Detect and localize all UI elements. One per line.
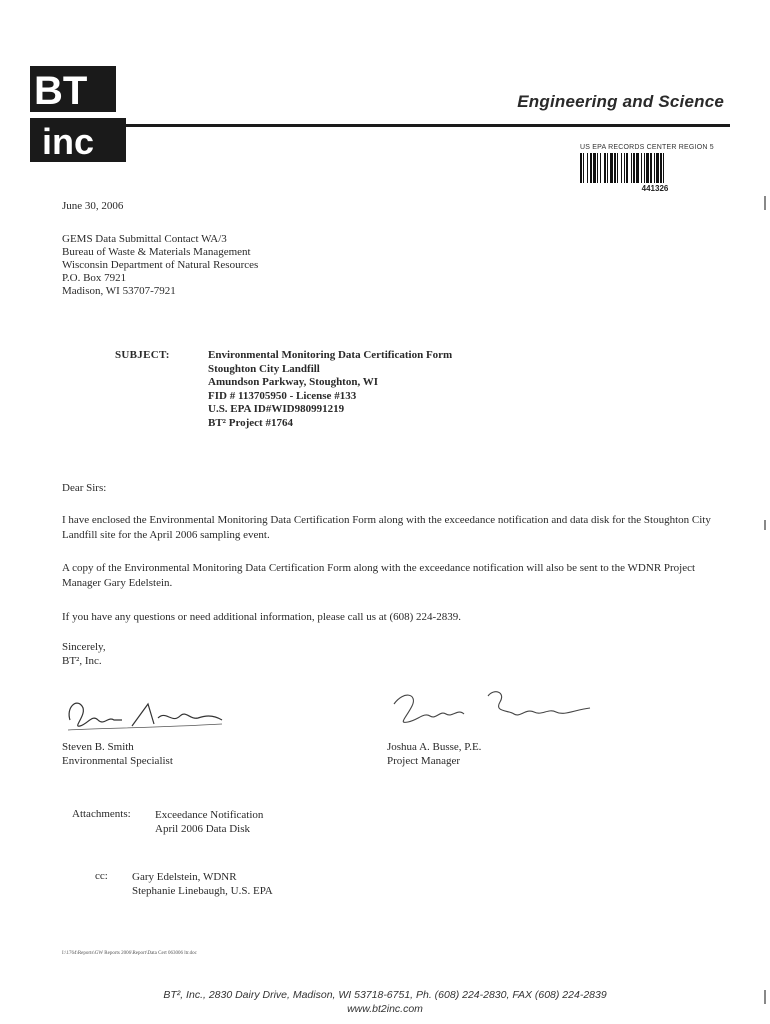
signer-1: [62, 740, 173, 768]
salutation: Dear Sirs:: [62, 482, 107, 494]
signature-busse: [384, 684, 604, 736]
signer-title: Environmental Specialist: [62, 755, 173, 767]
body-paragraph: I have enclosed the Environmental Monitoring Data Certification Form along with the exceedance notification and data disk for the Stoughton City Landfill site for the April 2006 sampling event.: [62, 514, 711, 541]
scan-edge-mark: [764, 196, 766, 210]
logo-letters: BT: [34, 69, 88, 113]
address-line: Bureau of Waste & Materials Management: [62, 246, 251, 258]
attachment-item: April 2006 Data Disk: [155, 823, 251, 835]
subject-label: SUBJECT:: [115, 349, 170, 361]
signature-smith: [62, 690, 262, 738]
subject-line: Environmental Monitoring Data Certification Form: [208, 349, 453, 361]
subject-line: BT² Project #1764: [208, 416, 293, 429]
closing-sincerely: Sincerely,: [62, 641, 106, 653]
signer-name: Steven B. Smith: [62, 741, 134, 753]
footer-address: BT², Inc., 2830 Dairy Drive, Madison, WI 53718-6751, Ph. (608) 224-2830, FAX (608) 224-2839: [163, 989, 607, 1001]
attachments-label: Attachments:: [72, 808, 131, 820]
stamp-text: US EPA RECORDS CENTER REGION 5: [580, 144, 714, 151]
footer-website: www.bt2inc.com: [347, 1003, 423, 1015]
subject-block: [208, 349, 452, 430]
signer-2: [387, 740, 481, 768]
records-stamp: [580, 144, 730, 200]
address-line: P.O. Box 7921: [62, 272, 127, 284]
subject-line: Stoughton City Landfill: [208, 362, 320, 375]
body-paragraph: If you have any questions or need additional information, please call us at (608) 224-2839.: [62, 611, 461, 623]
company-logo: [28, 64, 126, 164]
header-rule: [126, 124, 730, 127]
attachment-item: Exceedance Notification: [155, 809, 264, 821]
barcode: [580, 153, 728, 183]
logo-inc: inc: [42, 121, 95, 162]
closing-company: BT², Inc.: [62, 655, 102, 667]
logo-superscript: 2: [108, 67, 116, 83]
attachments-list: [155, 808, 263, 836]
letterhead-footer: [0, 988, 770, 1016]
subject-line: Amundson Parkway, Stoughton, WI: [208, 376, 379, 388]
subject-line: U.S. EPA ID#WID980991219: [208, 403, 345, 415]
scan-edge-mark: [764, 990, 766, 1004]
barcode-number: 441326: [641, 184, 669, 193]
address-line: GEMS Data Submittal Contact WA/3: [62, 233, 227, 245]
scan-edge-mark: [764, 520, 766, 530]
recipient-address: [62, 233, 258, 298]
signer-title: Project Manager: [387, 755, 460, 767]
cc-item: Gary Edelstein, WDNR: [132, 871, 237, 883]
body-paragraph: A copy of the Environmental Monitoring Data Certification Form along with the exceedance notification will also be sent to the WDNR Project Manager Gary Edelstein.: [62, 562, 696, 589]
address-line: Madison, WI 53707-7921: [62, 285, 176, 297]
company-tagline: Engineering and Science: [517, 92, 724, 111]
address-line: Wisconsin Department of Natural Resources: [62, 259, 259, 271]
subject-line: FID # 113705950 - License #133: [208, 389, 357, 402]
cc-item: Stephanie Linebaugh, U.S. EPA: [132, 885, 273, 897]
file-path: I:\1764\Reports\GW Reports 2006\Report\Data Cert 063006 ltr.doc: [62, 951, 197, 956]
cc-list: [132, 870, 273, 898]
cc-label: cc:: [95, 870, 108, 882]
barcode-bar: [664, 153, 666, 183]
letter-date: June 30, 2006: [62, 200, 124, 212]
signer-name: Joshua A. Busse, P.E.: [387, 741, 482, 753]
